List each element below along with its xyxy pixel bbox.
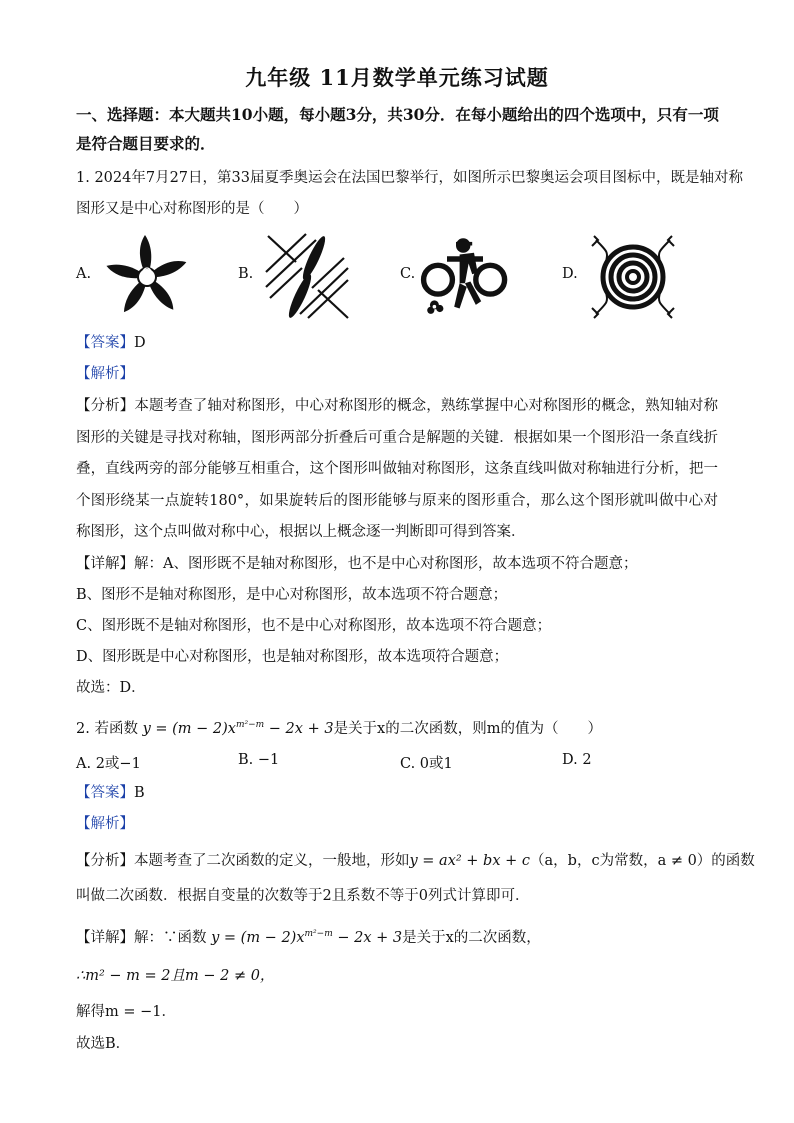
- q2-fenxi-formula: y = ax² + bx + c: [409, 853, 531, 869]
- q1-option-c-label: C.: [400, 266, 416, 282]
- q1-stem-line2: 图形又是中心对称图形的是（ ）: [76, 201, 308, 217]
- q2-analysis-tag: [76, 814, 134, 834]
- q2-func-base: y = (m − 2)x: [142, 720, 236, 737]
- q2-func-exponent-2: m²−m: [304, 929, 333, 939]
- pinwheel-icon: [102, 232, 192, 322]
- q2-function: [143, 721, 334, 737]
- q2-fenxi-b: （a，b，c为常数，a ≠ 0）的函数: [530, 853, 755, 869]
- q2-answer-value: B: [134, 785, 145, 801]
- q1-detail-a: 解：A、图形既不是轴对称图形，也不是中心对称图形，故本选项不符合题意；: [134, 556, 638, 572]
- q2-choice-c: C. 0或1: [400, 756, 453, 772]
- q2-fenxi-line1: [76, 851, 755, 871]
- q1-detail-b: B、图形不是轴对称图形，是中心对称图形，故本选项不符合题意；: [76, 587, 508, 603]
- q1-detail-c: C、图形既不是轴对称图形，也不是中心对称图形，故本选项不符合题意；: [76, 618, 552, 634]
- q2-choice-b: B. −1: [238, 752, 280, 768]
- q1-option-d-label: D.: [562, 266, 578, 282]
- q2-stem: [76, 715, 602, 739]
- q1-xiangjie-line1: [76, 554, 637, 574]
- q2-step3: 故选B．: [76, 1036, 131, 1052]
- archery-target-icon: [588, 232, 678, 322]
- q2-fenxi-a: 本题考查了二次函数的定义，一般地，形如: [134, 853, 410, 869]
- q1-conclusion: 故选：D．: [76, 680, 146, 696]
- q2-xiangjie-a: 解：∵函数: [134, 929, 207, 946]
- q2-answer: [76, 783, 145, 803]
- section-heading: 一、选择题：本大题共10小题，每小题3分，共30分．在每小题给出的四个选项中，只有一项是符合题目要求的．: [76, 105, 719, 153]
- q2-number: 2. 若函数: [76, 720, 138, 737]
- q1-analysis-tag: [76, 364, 134, 384]
- q2-choice-a: A. 2或−1: [76, 756, 141, 772]
- q2-xiangjie-b: 是关于x的二次函数，: [402, 929, 541, 946]
- analysis-tag: 【解析】: [76, 816, 134, 832]
- q2-stem-tail: 是关于x的二次函数，则m的值为（ ）: [333, 720, 602, 737]
- xiangjie-tag: 【详解】: [76, 556, 134, 572]
- page-title: 九年级 11月数学单元练习试题: [245, 65, 549, 90]
- q1-fenxi: [76, 391, 718, 549]
- fenxi-tag: 【分析】: [76, 853, 134, 869]
- answer-tag: 【答案】: [76, 785, 134, 801]
- crossed-paddles-icon: [262, 232, 352, 322]
- q2-choice-d: D. 2: [562, 752, 592, 768]
- q1-fenxi-text: 本题考查了轴对称图形，中心对称图形的概念，熟练掌握中心对称图形的概念，熟知轴对称图形的关键是寻找对称轴，图形两部分折叠后可重合是解题的关键．根据如果一个图形沿一条直线折叠，直线两旁的部分能够互相重合，这个图形叫做轴对称图形，这条直线叫做对称轴进行分析，把一个图形绕某一点旋转180°，如果旋转后的图形能够与原来的图形重合，那么这个图形就叫做中心对称图形，这个点叫做对称中心，根据以上概念逐一判断即可得到答案．: [76, 398, 718, 540]
- xiangjie-tag: 【详解】: [76, 929, 134, 946]
- cyclist-icon: [420, 232, 510, 322]
- q2-function-repeat: [211, 930, 402, 946]
- q1-detail-d: D、图形既是中心对称图形，也是轴对称图形，故本选项符合题意；: [76, 649, 509, 665]
- q2-func-rest-2: − 2x + 3: [332, 929, 403, 946]
- fenxi-tag: 【分析】: [76, 398, 135, 414]
- analysis-tag: 【解析】: [76, 366, 134, 382]
- answer-tag: 【答案】: [76, 335, 134, 351]
- q2-step1: ∴m² − m = 2且m − 2 ≠ 0，: [76, 968, 275, 984]
- q1-answer-value: D: [134, 335, 146, 351]
- q1-option-a-label: A.: [76, 266, 92, 282]
- q1-answer: [76, 333, 146, 353]
- q2-step2: 解得m = −1．: [76, 1004, 176, 1020]
- q2-func-exponent: m²−m: [235, 720, 265, 730]
- q2-func-rest: − 2x + 3: [264, 720, 334, 737]
- q2-fenxi-line2: 叫做二次函数．根据自变量的次数等于2且系数不等于0列式计算即可．: [76, 888, 530, 904]
- q1-stem-line1: 1. 2024年7月27日，第33届夏季奥运会在法国巴黎举行，如图所示巴黎奥运会项目图标中，既是轴对称: [76, 170, 743, 186]
- q2-func-base-2: y = (m − 2)x: [211, 929, 305, 946]
- q2-xiangjie: [76, 924, 541, 948]
- q1-option-b-label: B.: [238, 266, 254, 282]
